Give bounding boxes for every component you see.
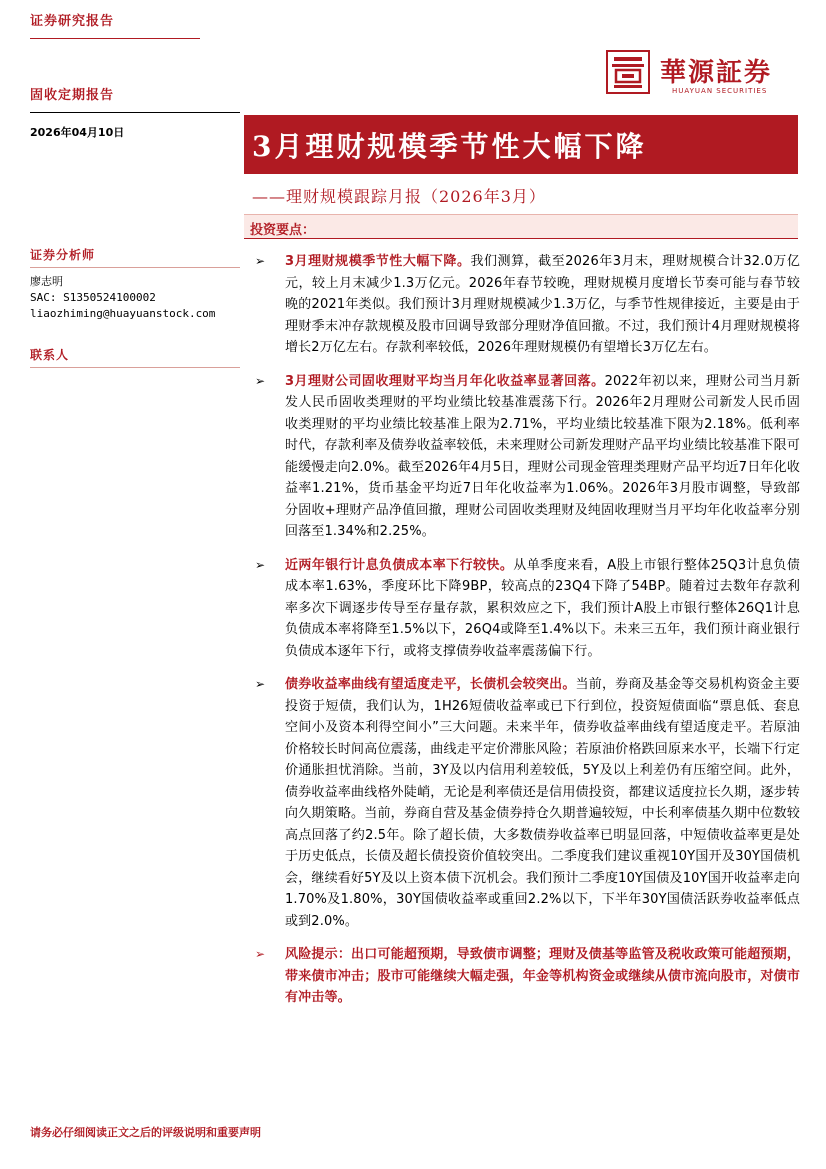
logo-name-en: HUAYUAN SECURITIES: [672, 87, 768, 95]
logo-mark-icon: [606, 50, 650, 94]
company-logo: [606, 50, 796, 100]
analyst-title: 证券分析师: [30, 248, 96, 262]
report-title: 3月理财规模季节性大幅下降: [252, 130, 647, 163]
contact-section: [30, 346, 240, 374]
arrow-bullet-icon: ➢: [255, 254, 266, 268]
analyst-section: [30, 246, 240, 322]
contact-divider: [30, 367, 240, 368]
report-category: 固收定期报告: [30, 88, 115, 103]
key-point-lead: 3月理财规模季节性大幅下降。: [285, 254, 471, 269]
analyst-email[interactable]: liaozhiming@huayuanstock.com: [30, 307, 216, 320]
logo-name-cn: 華源証券: [660, 58, 773, 88]
arrow-bullet-icon: ➢: [255, 373, 266, 388]
risk-warning: [252, 944, 800, 1009]
key-point-lead: 近两年银行计息负债成本率下行较快。: [285, 557, 514, 573]
key-point-3: [252, 555, 800, 663]
section-divider: [244, 238, 798, 239]
key-point-lead: 债券收益率曲线有望适度走平，长债机会较突出。: [285, 677, 576, 692]
report-type: 证券研究报告: [30, 14, 115, 29]
risk-warning-body: 风险提示：出口可能超预期，导致债市调整；理财及债基等监管及税收政策可能超预期，带来债市冲击；股市可能继续大幅走强，年金等机构资金或继续从债市流向股市，对债市有冲击等。: [285, 947, 800, 1005]
key-point-lead: 3月理财公司固收理财平均当月年化收益率显著回落。: [285, 373, 605, 389]
title-banner: [244, 115, 798, 174]
key-point-1: [252, 251, 800, 359]
arrow-bullet-icon: ➢: [255, 677, 266, 691]
disclaimer-footer: 请务必仔细阅读正文之后的评级说明和重要声明: [30, 1126, 261, 1139]
section-heading: 投资要点：: [250, 223, 316, 238]
arrow-bullet-icon: ➢: [255, 557, 266, 572]
section-heading-bar: [244, 214, 798, 239]
report-date: 2026年04月10日: [30, 126, 125, 139]
analyst-sac: SAC: S1350524100002: [30, 291, 156, 304]
key-point-body: 当前，券商及基金等交易机构资金主要投资于短债，我们认为，1H26短债收益率或已下行到位，投资短债面临“票息低、套息空间小及资本利得空间小”三大问题。未来半年，债券收益率曲线有望适度走平。若原油价格较长时间高位震荡，曲线走平定价滞胀风险；若原油价格跌回原来水平，长端下行定价通胀担忧消除。当前，3Y及以内信用利差较低，5Y及以上利差仍有压缩空间。此外，债券收益率曲线格外陡峭，无论是利率债还是信用债投资，都建议适度拉长久期，逐步转向久期策略。当前，券商自营及基金债券持仓久期普遍较短，中长利率债基久期中位数较高点回落了约2.5年。除了超长债，大多数债券收益率已明显回落，中短债收益率更是处于历史低点，长债及超长债投资价值较突出。二季度我们建议重视10Y国开及30Y国债机会，继续看好5Y及以上资本债下沉机会。我们预计二季度10Y国债及10Y国开收益率走向1.70%及1.80%，30Y国债收益率或重回2.2%以下，下半年30Y国债活跃券收益率低点或到2.0%。: [285, 677, 800, 929]
header-divider: [30, 38, 200, 39]
arrow-bullet-icon: ➢: [255, 947, 266, 961]
key-point-2: [252, 371, 800, 543]
report-subtitle: ——理财规模跟踪月报（2026年3月）: [252, 187, 546, 206]
contact-title: 联系人: [30, 348, 70, 362]
key-point-4: [252, 674, 800, 932]
analyst-divider: [30, 267, 240, 268]
key-points-list: [252, 251, 800, 1021]
key-point-body: 我们测算，截至2026年3月末，理财规模合计32.0万亿元，较上月末减少1.3万亿元。2026年春节较晚，理财规模月度增长节奏可能与春节较晚的2021年类似。我们预计3月理财规模减少1.3万亿，与季节性规律接近，主要是由于理财季末冲存款规模及股市回调导致部分理财净值回撤。不过，我们预计4月理财规模将增长2万亿左右。存款利率较低，2026年理财规模仍有望增长3万亿左右。: [285, 254, 800, 355]
date-divider: [30, 112, 240, 113]
analyst-name: 廖志明: [30, 275, 63, 288]
key-point-body: 从单季度来看，A股上市银行整体25Q3计息负债成本率1.63%，季度环比下降9BP，较高点的23Q4下降了54BP。随着过去数年存款利率多次下调逐步传导至存量存款，累积效应之下，我们预计A股上市银行整体26Q1计息负债成本率将降至1.5%以下，26Q4或降至1.4%以下。未来三五年，我们预计商业银行负债成本逐年下行，或将支撑债券收益率震荡偏下行。: [285, 557, 800, 659]
key-point-body: 2022年初以来，理财公司当月新发人民币固收类理财的平均业绩比较基准震荡下行。2026年2月理财公司新发人民币固收类理财的平均业绩比较基准上限为2.71%，平均业绩比较基准下限为2.18%。低利率时代，存款利率及债券收益率较低，未来理财公司新发理财产品平均业绩比较基准下限可能缓慢走向2.0%。截至2026年4月5日，理财公司现金管理类理财产品平均近7日年化收益率1.21%，货币基金平均近7日年化收益率为1.06%。2026年3月股市调整，导致部分固收+理财产品净值回撤，理财公司固收类理财及纯固收理财当月平均年化收益率分别回落至1.34%和2.25%。: [285, 373, 800, 539]
